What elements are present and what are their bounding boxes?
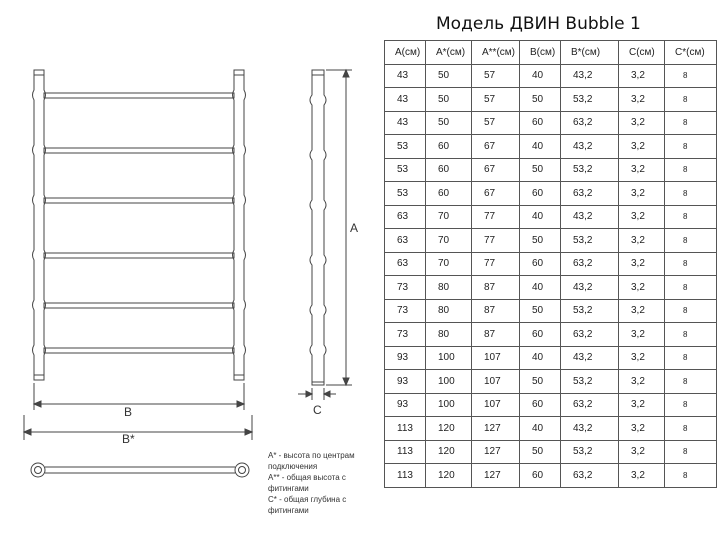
table-cell: 3,2	[619, 393, 665, 417]
table-cell: 50	[426, 64, 472, 88]
table-cell: 50	[520, 299, 561, 323]
table-cell: 120	[426, 417, 472, 441]
table-cell: 120	[426, 464, 472, 488]
table-cell: 53,2	[561, 88, 619, 112]
table-cell: 87	[472, 299, 520, 323]
table-row	[385, 346, 717, 370]
legend-item: A** - общая высота с фитингами	[268, 473, 346, 493]
header-cell: B(см)	[520, 41, 561, 65]
table-cell: 43	[385, 111, 426, 135]
table-cell: 3,2	[619, 135, 665, 159]
table-cell: 57	[472, 111, 520, 135]
table-cell: 100	[426, 346, 472, 370]
table-cell: 50	[426, 111, 472, 135]
table-cell: 113	[385, 464, 426, 488]
table-cell: 63	[385, 205, 426, 229]
table-cell: 67	[472, 182, 520, 206]
table-cell: 40	[520, 135, 561, 159]
table-cell: 8	[665, 158, 717, 182]
table-cell: 60	[520, 111, 561, 135]
table-cell: 43,2	[561, 205, 619, 229]
table-cell: 60	[520, 323, 561, 347]
table-cell: 67	[472, 158, 520, 182]
table-row	[385, 135, 717, 159]
table-cell: 8	[665, 276, 717, 300]
table-row	[385, 252, 717, 276]
table-cell: 70	[426, 252, 472, 276]
table-cell: 63,2	[561, 111, 619, 135]
table-cell: 80	[426, 299, 472, 323]
table-cell: 60	[426, 158, 472, 182]
table-cell: 8	[665, 417, 717, 441]
table-cell: 107	[472, 370, 520, 394]
table-cell: 113	[385, 440, 426, 464]
table-cell: 3,2	[619, 299, 665, 323]
table-cell: 70	[426, 229, 472, 253]
table-cell: 43,2	[561, 346, 619, 370]
header-cell: B*(см)	[561, 41, 619, 65]
table-row	[385, 158, 717, 182]
table-cell: 3,2	[619, 205, 665, 229]
legend-item: A* - высота по центрам подключения	[268, 451, 355, 471]
table-cell: 100	[426, 370, 472, 394]
table-cell: 8	[665, 252, 717, 276]
table-row	[385, 182, 717, 206]
table-cell: 63,2	[561, 464, 619, 488]
table-cell: 53	[385, 182, 426, 206]
table-cell: 3,2	[619, 464, 665, 488]
table-cell: 3,2	[619, 370, 665, 394]
table-cell: 40	[520, 64, 561, 88]
table-cell: 127	[472, 417, 520, 441]
table-cell: 50	[520, 158, 561, 182]
table-row	[385, 417, 717, 441]
table-cell: 8	[665, 464, 717, 488]
table-cell: 43,2	[561, 417, 619, 441]
table-cell: 50	[426, 88, 472, 112]
table-cell: 53,2	[561, 158, 619, 182]
table-cell: 60	[520, 393, 561, 417]
table-cell: 3,2	[619, 88, 665, 112]
table-cell: 43,2	[561, 135, 619, 159]
page-title: Модель ДВИН Bubble 1	[436, 14, 641, 34]
table-cell: 73	[385, 276, 426, 300]
table-cell: 53,2	[561, 440, 619, 464]
table-cell: 87	[472, 323, 520, 347]
table-row	[385, 276, 717, 300]
table-row	[385, 370, 717, 394]
table-cell: 40	[520, 346, 561, 370]
table-cell: 107	[472, 346, 520, 370]
table-cell: 50	[520, 229, 561, 253]
table-cell: 127	[472, 440, 520, 464]
table-cell: 63,2	[561, 393, 619, 417]
table-cell: 53	[385, 158, 426, 182]
table-cell: 8	[665, 393, 717, 417]
table-cell: 53,2	[561, 299, 619, 323]
label-a: A	[350, 221, 359, 235]
table-cell: 43,2	[561, 64, 619, 88]
table-cell: 100	[426, 393, 472, 417]
table-cell: 77	[472, 252, 520, 276]
table-cell: 8	[665, 111, 717, 135]
table-cell: 53,2	[561, 229, 619, 253]
table-cell: 60	[520, 252, 561, 276]
table-cell: 8	[665, 440, 717, 464]
table-cell: 73	[385, 323, 426, 347]
table-cell: 73	[385, 299, 426, 323]
table-cell: 50	[520, 440, 561, 464]
table-cell: 53,2	[561, 370, 619, 394]
table-row	[385, 111, 717, 135]
table-row	[385, 64, 717, 88]
table-cell: 57	[472, 64, 520, 88]
table-cell: 93	[385, 346, 426, 370]
header-cell: C(см)	[619, 41, 665, 65]
table-cell: 8	[665, 182, 717, 206]
table-row	[385, 88, 717, 112]
table-cell: 3,2	[619, 158, 665, 182]
label-b-star: B*	[122, 432, 135, 446]
table-row	[385, 229, 717, 253]
table-cell: 107	[472, 393, 520, 417]
table-cell: 40	[520, 276, 561, 300]
table-header-row	[385, 41, 717, 65]
table-row	[385, 393, 717, 417]
table-cell: 50	[520, 88, 561, 112]
table-cell: 8	[665, 370, 717, 394]
table-cell: 60	[426, 135, 472, 159]
table-cell: 8	[665, 229, 717, 253]
table-row	[385, 205, 717, 229]
header-cell: A**(см)	[472, 41, 520, 65]
table-cell: 70	[426, 205, 472, 229]
left-post	[33, 70, 46, 380]
table-cell: 80	[426, 276, 472, 300]
table-cell: 8	[665, 323, 717, 347]
table-cell: 3,2	[619, 276, 665, 300]
table-cell: 77	[472, 229, 520, 253]
legend-item: C* - общая глубина с фитингами	[268, 495, 347, 515]
table-cell: 63,2	[561, 252, 619, 276]
table-cell: 43,2	[561, 276, 619, 300]
table-cell: 120	[426, 440, 472, 464]
table-cell: 40	[520, 417, 561, 441]
table-cell: 8	[665, 135, 717, 159]
table-cell: 3,2	[619, 229, 665, 253]
table-row	[385, 323, 717, 347]
table-cell: 63	[385, 229, 426, 253]
table-cell: 3,2	[619, 252, 665, 276]
table-cell: 8	[665, 346, 717, 370]
table-cell: 63,2	[561, 323, 619, 347]
table-row	[385, 440, 717, 464]
dimensions-table	[384, 40, 717, 488]
table-cell: 43	[385, 64, 426, 88]
table-cell: 77	[472, 205, 520, 229]
table-cell: 3,2	[619, 440, 665, 464]
table-cell: 60	[520, 182, 561, 206]
table-cell: 60	[520, 464, 561, 488]
table-cell: 63	[385, 252, 426, 276]
table-cell: 8	[665, 88, 717, 112]
header-cell: A*(см)	[426, 41, 472, 65]
table-cell: 8	[665, 205, 717, 229]
table-cell: 3,2	[619, 64, 665, 88]
table-row	[385, 299, 717, 323]
side-view-post	[310, 70, 326, 385]
table-cell: 8	[665, 64, 717, 88]
header-cell: A(см)	[385, 41, 426, 65]
label-c: C	[313, 403, 322, 417]
table-cell: 113	[385, 417, 426, 441]
label-b: B	[124, 405, 133, 419]
table-cell: 80	[426, 323, 472, 347]
table-body	[385, 64, 717, 487]
table-row	[385, 464, 717, 488]
table-cell: 3,2	[619, 323, 665, 347]
table-cell: 53	[385, 135, 426, 159]
table-cell: 3,2	[619, 111, 665, 135]
right-post	[233, 70, 246, 380]
table-cell: 63,2	[561, 182, 619, 206]
table-cell: 57	[472, 88, 520, 112]
table-cell: 50	[520, 370, 561, 394]
table-cell: 3,2	[619, 182, 665, 206]
table-cell: 3,2	[619, 346, 665, 370]
header-cell: C*(см)	[665, 41, 717, 65]
table-cell: 60	[426, 182, 472, 206]
table-cell: 3,2	[619, 417, 665, 441]
table-cell: 87	[472, 276, 520, 300]
table-cell: 67	[472, 135, 520, 159]
table-cell: 93	[385, 393, 426, 417]
table-cell: 127	[472, 464, 520, 488]
table-cell: 8	[665, 299, 717, 323]
table-cell: 40	[520, 205, 561, 229]
table-cell: 93	[385, 370, 426, 394]
legend	[268, 450, 378, 516]
table-cell: 43	[385, 88, 426, 112]
